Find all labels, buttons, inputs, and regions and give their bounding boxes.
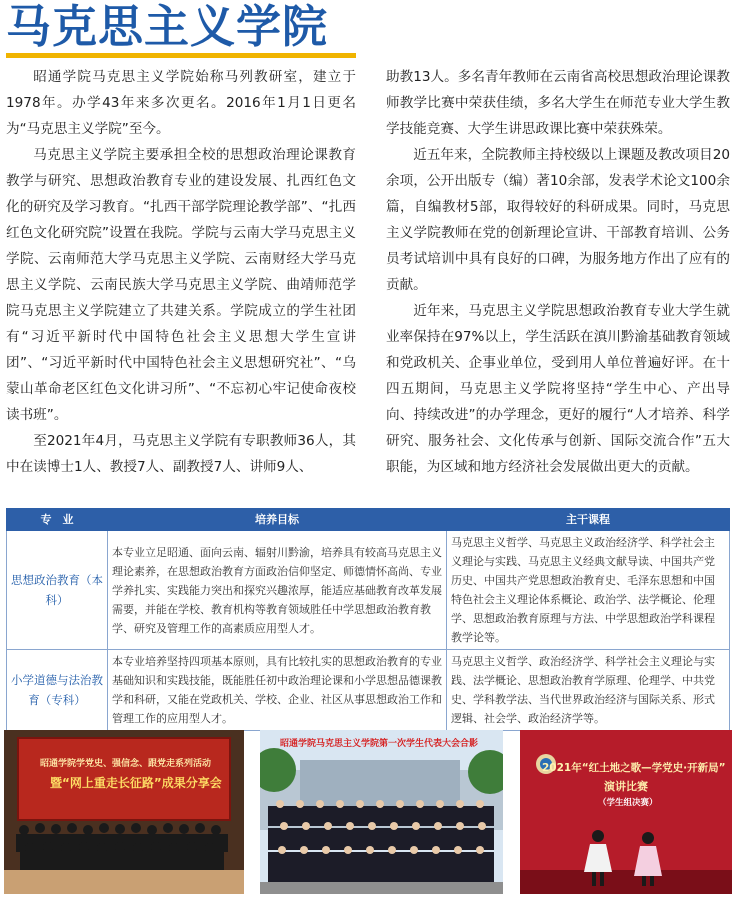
major-name: 思想政治教育（本科）: [7, 531, 108, 650]
table-row: [7, 531, 730, 650]
paragraph-faculty: 至2021年4月，马克思主义学院有专职教师36人，其中在读博士1人、教授7人、副教授7人、讲师9人、: [6, 433, 356, 475]
paragraph-history: 昭通学院马克思主义学院始称马列教研室，建立于1978年。办学43年来多次更名。2016年1月1日更名为“马克思主义学院”至今。: [6, 69, 356, 137]
photo3-banner-line1: 2021年“红土地之歌—学党史·开新局”: [542, 762, 726, 774]
header-courses: 主干课程: [447, 509, 730, 531]
table-row: [7, 650, 730, 731]
paragraph-responsibilities: 马克思主义学院主要承担全校的思想政治理论课教育教学与研究、思想政治教育专业的建设发展、扎西红色文化的研究及学习教育。“扎西干部学院理论教学部”、“扎西红色文化研究院”设置在我院。学院与云南大学马克思主义学院、云南师范大学马克思主义学院、云南财经大学马克思主义学院、云南民族大学马克思主义学院、曲靖师范学院马克思主义学院建立了共建关系。学院成立的学生社团有“习近平新时代中国特色社会主义思想大学生宣讲团”、“习近平新时代中国特色社会主义思想研究社”、“乌蒙山革命老区红色文化讲习所”、“不忘初心牢记使命夜校读书班”。: [6, 147, 356, 423]
paragraph-employment: 近年来，马克思主义学院思想政治教育专业大学生就业率保持在97%以上，学生活跃在滇川黔渝基础教育领域和党政机关、企事业单位，受到用人单位普遍好评。在十四五期间，马克思主义学院将坚持“学生中心、产出导向、持续改进”的办学理念，更好的履行“人才培养、科学研究、服务社会、文化传承与创新、国际交流合作”五大职能，为区域和地方经济社会发展做出更大的贡献。: [386, 303, 730, 475]
table-header-row: [7, 509, 730, 531]
photo3-banner-line3: （学生组决赛）: [598, 798, 658, 808]
paragraph-faculty-cont: 助教13人。多名青年教师在云南省高校思想政治理论课教师教学比赛中荣获佳绩，多名大学生在师范专业大学生教学技能竞赛、大学生讲思政课比赛中荣获殊荣。: [386, 69, 730, 137]
main-courses: 马克思主义哲学、马克思主义政治经济学、科学社会主义理论与实践、马克思主义经典文献导读、中国共产党历史、中国共产党思想政治教育史、毛泽东思想和中国特色社会主义理论体系概论、政治学、法学概论、伦理学、思想政治教育原理与方法、中学思想政治学科课程教学论等。: [447, 531, 730, 650]
header-major: 专 业: [7, 509, 108, 531]
photo3-banner-line2: 演讲比赛: [604, 780, 648, 793]
photo-sharing-session-scene: [4, 730, 244, 894]
photo-group: [260, 730, 503, 894]
title-underline: [6, 53, 356, 58]
photo1-banner-line1: 昭通学院学党史、强信念、跟党走系列活动: [40, 759, 212, 769]
main-courses: 马克思主义哲学、政治经济学、科学社会主义理论与实践、法学概论、思想政治教育学原理、伦理学、中共党史、学科教学法、当代世界政治经济与国际关系、形式逻辑、社会学、政治经济学等。: [447, 650, 730, 731]
training-goal: 本专业培养坚持四项基本原则，具有比较扎实的思想政治教育的专业基础知识和实践技能，既能胜任初中政治理论课和小学思想品德课教学和科研，又能在党政机关、学校、企业、社区从事思想政治工作和管理工作的应用型人才。: [108, 650, 447, 731]
header-goal: 培养目标: [108, 509, 447, 531]
paragraph-research: 近五年来，全院教师主持校级以上课题及教改项目20余项，公开出版专（编）著10余部，发表学术论文100余篇，自编教材5部，取得较好的科研成果。同时，马克思主义学院教师在党的创新理论宣讲、干部教育培训、公务员考试培训中具有良好的口碑，为服务地方作出了应有的贡献。: [386, 147, 730, 293]
major-name: 小学道德与法治教育（专科）: [7, 650, 108, 731]
photo-group-scene: [260, 730, 503, 894]
program-table: [6, 508, 730, 731]
photo-speech-contest: [520, 730, 732, 894]
photo1-banner-line2: 暨“网上重走长征路”成果分享会: [50, 776, 222, 790]
right-column: [386, 64, 730, 480]
photo2-banner: 昭通学院马克思主义学院第一次学生代表大会合影: [280, 739, 479, 749]
photo-sharing-session: [4, 730, 244, 894]
training-goal: 本专业立足昭通、面向云南、辐射川黔渝，培养具有较高马克思主义理论素养，在思想政治教育方面政治信仰坚定、师德情怀高尚、专业学养扎实、实践能力突出和探究兴趣浓厚，能适应基础教育改革发展需要，并能在学校、教育机构等教育领域胜任中学思想政治教育教学、研究及管理工作的高素质应用型人才。: [108, 531, 447, 650]
page-title: 马克思主义学院: [6, 0, 329, 53]
photo-speech-contest-scene: [520, 730, 732, 894]
left-column: [6, 64, 356, 480]
